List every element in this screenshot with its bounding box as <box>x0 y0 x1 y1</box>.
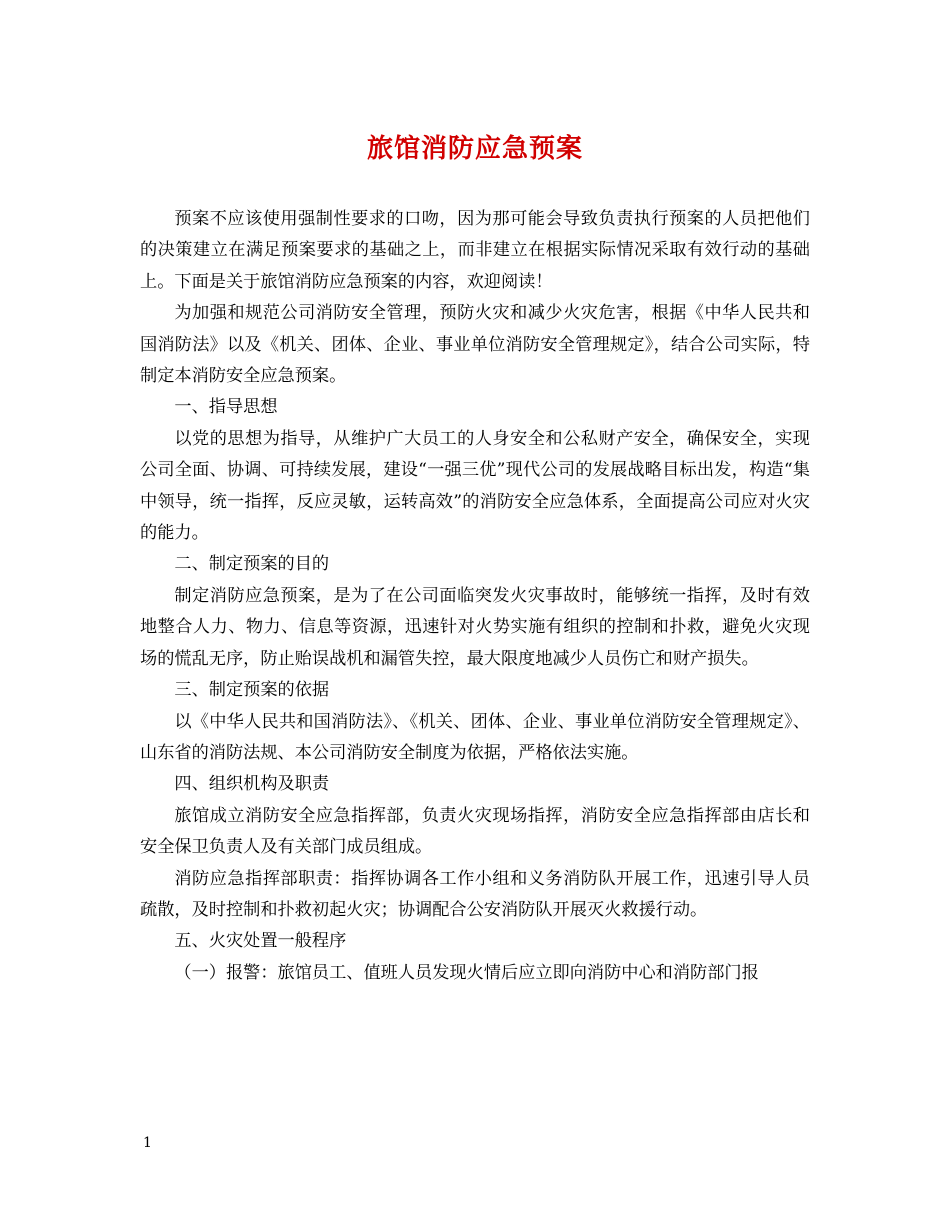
section-heading-plan-goal: 二、制定预案的目的 <box>174 554 330 575</box>
section-heading-fire-procedure: 五、火灾处置一般程序 <box>174 931 347 952</box>
paragraph-guiding-thought: 以党的思想为指导，从维护广大员工的人身安全和公私财产安全，确保安全，实现公司全面、协调、可持续发展，建设“一强三优”现代公司的发展战略目标出发，构造“集中领导，统一指挥，反应灵敏，运转高效”的消防安全应急体系，全面提高公司应对火灾的能力。 <box>140 428 810 544</box>
paragraph-intro: 预案不应该使用强制性要求的口吻，因为那可能会导致负责执行预案的人员把他们的决策建立在满足预案要求的基础之上，而非建立在根据实际情况采取有效行动的基础上。下面是关于旅馆消防应急预案的内容，欢迎阅读！ <box>140 209 810 292</box>
document-title: 旅馆消防应急预案 <box>366 134 583 164</box>
section-heading-plan-basis: 三、制定预案的依据 <box>174 680 330 701</box>
paragraph-plan-goal: 制定消防应急预案，是为了在公司面临突发火灾事故时，能够统一指挥，及时有效地整合人力、物力、信息等资源，迅速针对火势实施有组织的控制和扑救，避免火灾现场的慌乱无序，防止贻误战机和漏管失控，最大限度地减少人员伤亡和财产损失。 <box>140 585 810 669</box>
paragraph-command-duties: 消防应急指挥部职责：指挥协调各工作小组和义务消防队开展工作，迅速引导人员疏散，及时控制和扑救初起火灾；协调配合公安消防队开展灭火救援行动。 <box>140 868 810 920</box>
section-heading-guiding-thought: 一、指导思想 <box>174 397 278 418</box>
document-body <box>140 204 810 989</box>
paragraph-plan-basis: 以《中华人民共和国消防法》、《机关、团体、企业、事业单位消防安全管理规定》、山东省的消防法规、本公司消防安全制度为依据，严格依法实施。 <box>140 711 810 763</box>
section-heading-organization: 四、组织机构及职责 <box>174 774 330 795</box>
paragraph-organization: 旅馆成立消防安全应急指挥部，负责火灾现场指挥，消防安全应急指挥部由店长和安全保卫负责人及有关部门成员组成。 <box>140 805 810 858</box>
page-number: 1 <box>143 1135 152 1151</box>
paragraph-alarm: （一）报警：旅馆员工、值班人员发现火情后应立即向消防中心和消防部门报 <box>174 962 759 983</box>
paragraph-purpose: 为加强和规范公司消防安全管理，预防火灾和减少火灾危害，根据《中华人民共和国消防法》以及《机关、团体、企业、事业单位消防安全管理规定》，结合公司实际，特制定本消防安全应急预案。 <box>140 303 810 387</box>
